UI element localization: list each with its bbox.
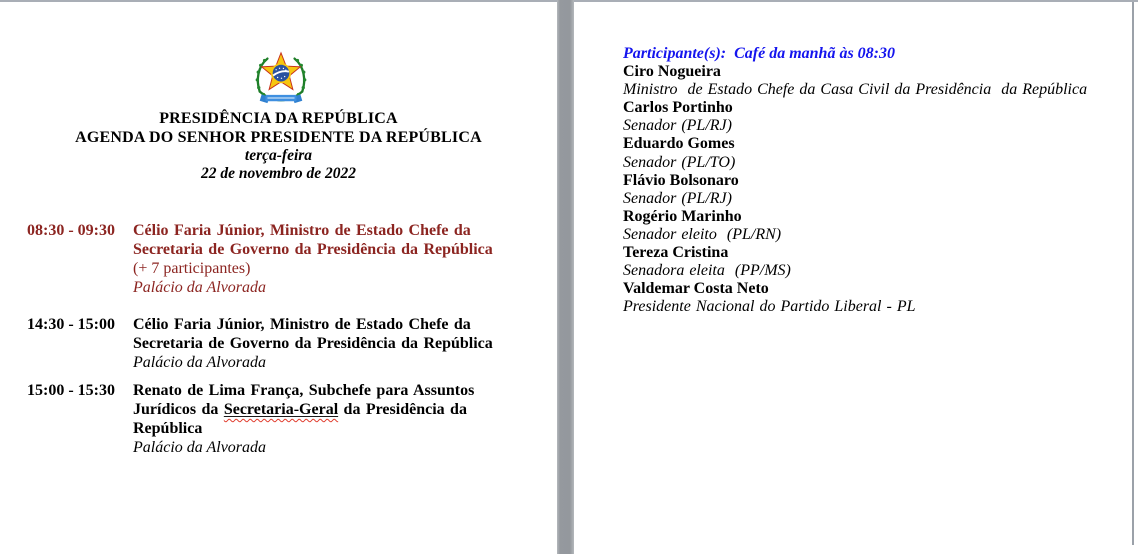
participant-role: Senador (PL/TO) xyxy=(623,153,736,171)
agenda-title xyxy=(133,221,508,259)
participant-row xyxy=(623,135,1123,171)
agenda-body xyxy=(133,315,508,372)
document-header xyxy=(0,109,557,182)
participant-role: Senador (PL/RJ) xyxy=(623,189,732,207)
underlined-word: Secretaria-Geral xyxy=(223,401,339,418)
participant-name: Rogério Marinho xyxy=(623,207,742,225)
agenda-title-line2-pre: Jurídicos da xyxy=(133,401,224,418)
participant-name: Eduardo Gomes xyxy=(623,135,735,153)
participant-role: Senador (PL/RJ) xyxy=(623,117,732,135)
agenda-title-line2: Secretaria de Governo da Presidência da República xyxy=(133,335,493,352)
participant-role: Senador eleito (PL/RN) xyxy=(623,225,782,243)
date-label: 22 de novembro de 2022 xyxy=(201,164,356,182)
participant-name: Ciro Nogueira xyxy=(623,63,721,81)
participant-row xyxy=(623,63,1123,99)
participants-header: Participante(s): Café da manhã às 08:30 xyxy=(623,45,895,62)
participant-name: Valdemar Costa Neto xyxy=(623,280,769,298)
participants-section xyxy=(623,45,1123,316)
agenda-title-line1: Renato de Lima França, Subchefe para Assuntos xyxy=(133,382,475,399)
page-divider xyxy=(557,0,574,554)
weekday-label: terça-feira xyxy=(244,147,313,164)
agenda-participants-note: (+ 7 participantes) xyxy=(133,260,251,277)
participant-name: Tereza Cristina xyxy=(623,244,729,262)
agenda-title-line2-post: da Presidência da xyxy=(338,401,467,418)
participant-role: Presidente Nacional do Partido Liberal - PL xyxy=(623,298,916,316)
agenda-list xyxy=(0,221,557,457)
participant-role: Ministro de Estado Chefe da Casa Civil da Presidência da República xyxy=(623,81,1088,99)
agenda-title-line1: Célio Faria Júnior, Ministro de Estado Chefe da xyxy=(133,316,471,333)
agenda-location: Palácio da Alvorada xyxy=(133,354,267,371)
agenda-item-3 xyxy=(0,381,557,457)
page-left xyxy=(0,0,557,554)
participant-row xyxy=(623,280,1123,316)
participant-row xyxy=(623,244,1123,280)
agenda-location: Palácio da Alvorada xyxy=(133,279,267,296)
participant-row xyxy=(623,208,1123,244)
participant-name: Carlos Portinho xyxy=(623,99,733,117)
participant-name: Flávio Bolsonaro xyxy=(623,171,739,189)
agenda-body xyxy=(133,381,508,457)
participant-row xyxy=(623,99,1123,135)
agenda-location: Palácio da Alvorada xyxy=(133,439,267,456)
agenda-body xyxy=(133,221,508,297)
agenda-title xyxy=(133,315,508,353)
page-right xyxy=(574,0,1132,554)
agenda-title-line1: Célio Faria Júnior, Ministro de Estado Chefe da xyxy=(133,222,471,239)
agenda-title-line2: Secretaria de Governo da Presidência da República xyxy=(133,241,493,258)
agenda-item-1 xyxy=(0,221,557,297)
agenda-time: 08:30 - 09:30 xyxy=(27,222,115,239)
agenda-time: 14:30 - 15:00 xyxy=(27,316,115,333)
agenda-title xyxy=(133,381,508,438)
brazil-coat-of-arms-icon xyxy=(250,47,312,107)
agenda-item-2 xyxy=(0,315,557,372)
agenda-title-line3: República xyxy=(133,420,203,437)
agenda-title-line: AGENDA DO SENHOR PRESIDENTE DA REPÚBLICA xyxy=(75,129,482,146)
org-title: PRESIDÊNCIA DA REPÚBLICA xyxy=(159,110,398,127)
spellcheck-underline xyxy=(224,401,338,418)
agenda-time: 15:00 - 15:30 xyxy=(27,382,115,399)
participant-role: Senadora eleita (PP/MS) xyxy=(623,262,791,280)
participant-row xyxy=(623,172,1123,208)
page-right-edge xyxy=(1132,2,1134,545)
